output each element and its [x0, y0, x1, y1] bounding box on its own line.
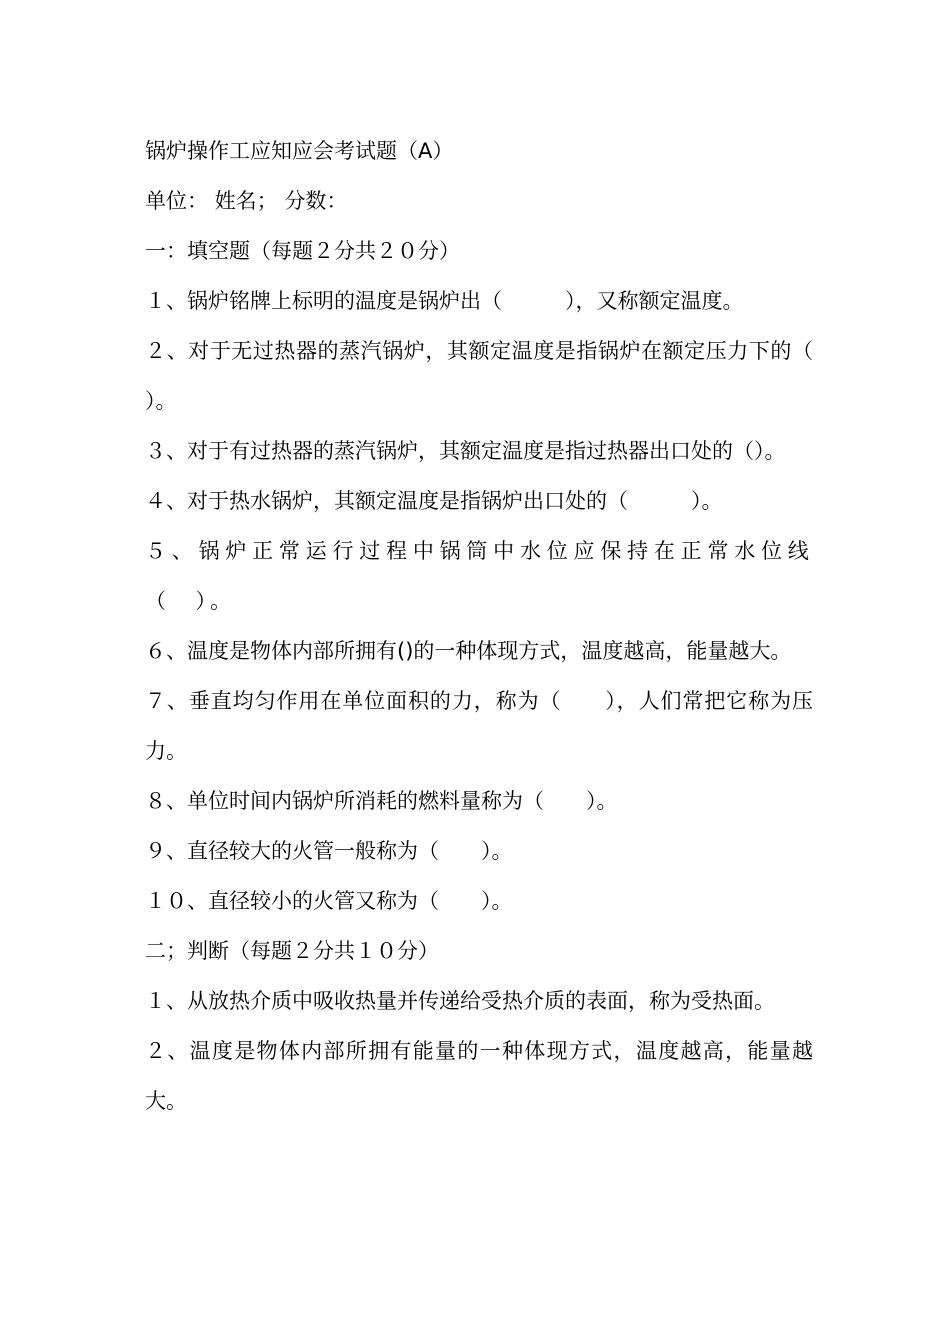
fill-blank-question-5: ５、锅炉正常运行过程中锅筒中水位应保持在正常水位线（ ）。 [145, 539, 813, 613]
fill-blank-question-10: １０、直径较小的火管又称为（ ）。 [145, 889, 513, 913]
fill-blank-question-4: ４、对于热水锅炉，其额定温度是指锅炉出口处的（ ）。 [145, 489, 723, 513]
fill-blank-question-9: ９、直径较大的火管一般称为（ ）。 [145, 839, 513, 863]
fill-blank-question-8: ８、单位时间内锅炉所消耗的燃料量称为（ ）。 [145, 789, 618, 813]
section1-heading: 一：填空题（每题２分共２０分） [145, 239, 460, 263]
fill-blank-question-3: ３、对于有过热器的蒸汽锅炉，其额定温度是指过热器出口处的（）。 [145, 439, 786, 463]
true-false-question-2: ２、温度是物体内部所拥有能量的一种体现方式，温度越高，能量越大。 [145, 1039, 813, 1113]
candidate-info-line: 单位： 姓名； 分数： [145, 189, 348, 213]
fill-blank-question-1: １、锅炉铭牌上标明的温度是锅炉出（ ），又称额定温度。 [145, 289, 744, 313]
true-false-question-1: １、从放热介质中吸收热量并传递给受热介质的表面，称为受热面。 [145, 989, 775, 1013]
fill-blank-question-2: ２、对于无过热器的蒸汽锅炉，其额定温度是指锅炉在额定压力下的（ ）。 [145, 339, 855, 413]
fill-blank-question-6: ６、温度是物体内部所拥有()的一种体现方式，温度越高，能量越大。 [145, 639, 792, 663]
fill-blank-question-7: ７、垂直均匀作用在单位面积的力，称为（ ），人们常把它称为压力。 [145, 689, 813, 763]
exam-document [145, 126, 855, 1126]
exam-title: 锅炉操作工应知应会考试题（A） [145, 139, 454, 163]
section2-heading: 二；判断（每题２分共１０分） [145, 939, 439, 963]
